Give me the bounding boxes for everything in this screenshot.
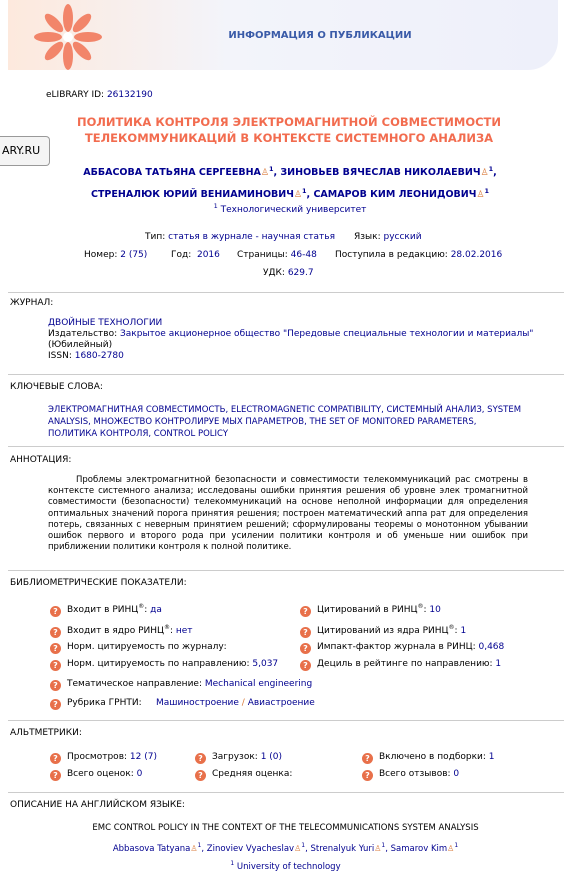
help-icon[interactable]: ? [50,606,61,617]
help-icon[interactable]: ? [195,770,206,781]
help-icon[interactable]: ? [300,643,311,654]
author-link[interactable]: Strenalyuk Yuri [310,843,375,854]
meta-language: Язык: русский [354,232,422,242]
person-icon: ♙ [374,843,382,853]
help-icon[interactable]: ? [362,770,373,781]
author-link[interactable]: ЗИНОВЬЕВ ВЯЧЕСЛАВ НИКОЛАЕВИЧ [280,167,481,179]
page-title: ИНФОРМАЦИЯ О ПУБЛИКАЦИИ [228,30,412,41]
meta-number: Номер: 2 (75) [84,250,148,260]
keywords-list[interactable]: ЭЛЕКТРОМАГНИТНАЯ СОВМЕСТИМОСТЬ, ELECTROMAGNETIC COMPATIBILITY, СИСТЕМНЫЙ АНАЛИЗ, SYSTEM ANALYSIS, МНОЖЕСТВО КОНТРОЛИРУЕ МЫХ ПАРАМЕТРОВ, THE SET OF MONITORED PARAMETERS, ПОЛИТИКА КОНТРОЛЯ, CONTROL POLICY [48,405,522,439]
help-icon[interactable]: ? [50,753,61,764]
elibrary-side-button[interactable]: ARY.RU [0,136,50,166]
section-keywords: КЛЮЧЕВЫЕ СЛОВА: [10,382,103,392]
meta-received: Поступила в редакцию: 28.02.2016 [335,250,503,260]
help-icon[interactable]: ? [362,753,373,764]
author-link[interactable]: Abbasova Tatyana [112,843,191,854]
bib-citations: ? Цитирований в РИНЦ®: 10 [300,603,441,617]
section-altmetrics: АЛЬТМЕТРИКИ: [10,728,82,738]
author-link[interactable]: Samarov Kim [390,843,448,854]
divider [8,446,564,447]
bib-core: ? Входит в ядро РИНЦ®: нет [50,624,193,638]
grnti-link[interactable]: Машиностроение [155,698,239,708]
affiliation-link[interactable]: Технологический университет [220,205,367,215]
bib-decile: ? Дециль в рейтинге по направлению: 1 [300,659,501,671]
issue-link[interactable]: 2 (75) [120,250,148,260]
affiliation-link[interactable]: University of technology [236,861,341,872]
theme-link[interactable]: Mechanical engineering [204,679,313,689]
meta-udk: УДК: 629.7 [263,268,314,278]
divider [8,374,564,375]
section-abstract: АННОТАЦИЯ: [10,455,72,465]
person-icon: ♙ [190,843,198,853]
help-icon[interactable]: ? [195,753,206,764]
help-icon[interactable]: ? [300,606,311,617]
elibrary-id: eLIBRARY ID: 26132190 [46,90,153,100]
help-icon[interactable]: ? [300,627,311,638]
grnti-link[interactable]: Авиастроение [247,698,315,708]
meta-year: Год: 2016 [171,250,220,260]
help-icon[interactable]: ? [50,660,61,671]
bib-grnti: ? Рубрика ГРНТИ: Машиностроение / Авиастроение [50,698,315,710]
english-authors: Abbasova Tatyana♙$^1$, Zinoviev Vyacheslav♙$^1$, Strenalyuk Yuri♙$^1$, Samarov Kim♙$^1$ [112,842,459,854]
author-link[interactable]: АББАСОВА ТАТЬЯНА СЕРГЕЕВНА [83,167,261,179]
author-link[interactable]: САМАРОВ КИМ ЛЕОНИДОВИЧ [313,189,477,201]
help-icon[interactable]: ? [50,699,61,710]
abstract-text: Проблемы электромагнитной безопасности и совместимости телекоммуникаций рас смотрены в контексте системного анализа; исследованы ошибки принятия решения об уровне элек тромагнитной совместимости (безопасности) телекоммуникаций на основе неполной информации для определения оптимальных значений порога принятия решения; построен математический аппа рат для определения потерь, связанных с неверным принятием решений; сформулированы теоремы о монотонном убывании ошибок первого и второго рода при усилении политики контроля и об уменьше нии ошибок при приближении политики контроля к полной политике. [48,475,528,553]
bib-impact: ? Импакт-фактор журнала в РИНЦ: 0,468 [300,642,504,654]
help-icon[interactable]: ? [50,643,61,654]
meta-pages: Страницы: 46-48 [237,250,317,260]
bib-citations-core: ? Цитирований из ядра РИНЦ®: 1 [300,624,466,638]
alt-downloads: ? Загрузок: 1 (0) [195,752,282,764]
citations-link[interactable]: 10 [429,605,441,615]
authors-list: АББАСОВА ТАТЬЯНА СЕРГЕЕВНА♙$^1$, ЗИНОВЬЕВ ВЯЧЕСЛАВ НИКОЛАЕВИЧ♙$^1$, СТРЕНАЛЮК ЮРИЙ ВЕНИАМИНОВИЧ♙$^1$, САМАРОВ КИМ ЛЕОНИДОВИЧ♙$^1$ [83,165,497,201]
english-title: EMC CONTROL POLICY IN THE CONTEXT OF THE TELECOMMUNICATIONS SYSTEM ANALYSIS [92,823,479,833]
section-journal: ЖУРНАЛ: [10,298,54,308]
bib-theme: ? Тематическое направление: Mechanical engineering [50,679,312,691]
author-link[interactable]: Zinoviev Vyacheslav [206,843,295,854]
alt-reviews: ? Всего отзывов: 0 [362,769,459,781]
help-icon[interactable]: ? [50,680,61,691]
section-bibliometrics: БИБЛИОМЕТРИЧЕСКИЕ ПОКАЗАТЕЛИ: [10,578,187,588]
alt-ratings: ? Всего оценок: 0 [50,769,142,781]
divider [8,570,564,571]
help-icon[interactable]: ? [50,627,61,638]
person-icon: ♙ [293,190,302,201]
alt-average: ? Средняя оценка: [195,769,292,781]
divider [8,792,564,793]
affiliation: $^1$ Технологический университет [213,202,367,215]
person-icon: ♙ [294,843,302,853]
person-icon: ♙ [476,190,485,201]
bib-norm-journal: ? Норм. цитируемость по журналу: [50,642,227,654]
publisher-link[interactable]: Закрытое акционерное общество "Передовые специальные технологии и материалы" [120,329,534,339]
journal-link[interactable]: ДВОЙНЫЕ ТЕХНОЛОГИИ [48,318,163,328]
page-header [0,0,571,75]
alt-collections: ? Включено в подборки: 1 [362,752,495,764]
flower-logo-icon [28,2,108,72]
section-english: ОПИСАНИЕ НА АНГЛИЙСКОМ ЯЗЫКЕ: [10,800,185,810]
divider [8,720,564,721]
help-icon[interactable]: ? [300,660,311,671]
person-icon: ♙ [447,843,455,853]
meta-type: Тип: статья в журнале - научная статья [145,232,336,242]
alt-views: ? Просмотров: 12 (7) [50,752,157,764]
elibrary-id-value: 26132190 [106,90,153,100]
english-affiliation: $^1$ University of technology [230,860,341,872]
person-icon: ♙ [260,168,269,179]
author-link[interactable]: СТРЕНАЛЮК ЮРИЙ ВЕНИАМИНОВИЧ [90,189,294,201]
help-icon[interactable]: ? [50,770,61,781]
publication-title: ПОЛИТИКА КОНТРОЛЯ ЭЛЕКТРОМАГНИТНОЙ СОВМЕСТИМОСТИ ТЕЛЕКОММУНИКАЦИЙ В КОНТЕКСТЕ СИСТЕМНОГО АНАЛИЗА [76,115,502,145]
bib-rinc: ? Входит в РИНЦ®: да [50,603,162,617]
divider [8,292,564,293]
journal-block: ДВОЙНЫЕ ТЕХНОЛОГИИ Издательство: Закрытое акционерное общество "Передовые специальные технологии и материалы" (Юбилейный) ISSN: 1680-2780 [48,318,548,362]
person-icon: ♙ [480,168,489,179]
bib-norm-direction: ? Норм. цитируемость по направлению: 5,037 [50,659,278,671]
